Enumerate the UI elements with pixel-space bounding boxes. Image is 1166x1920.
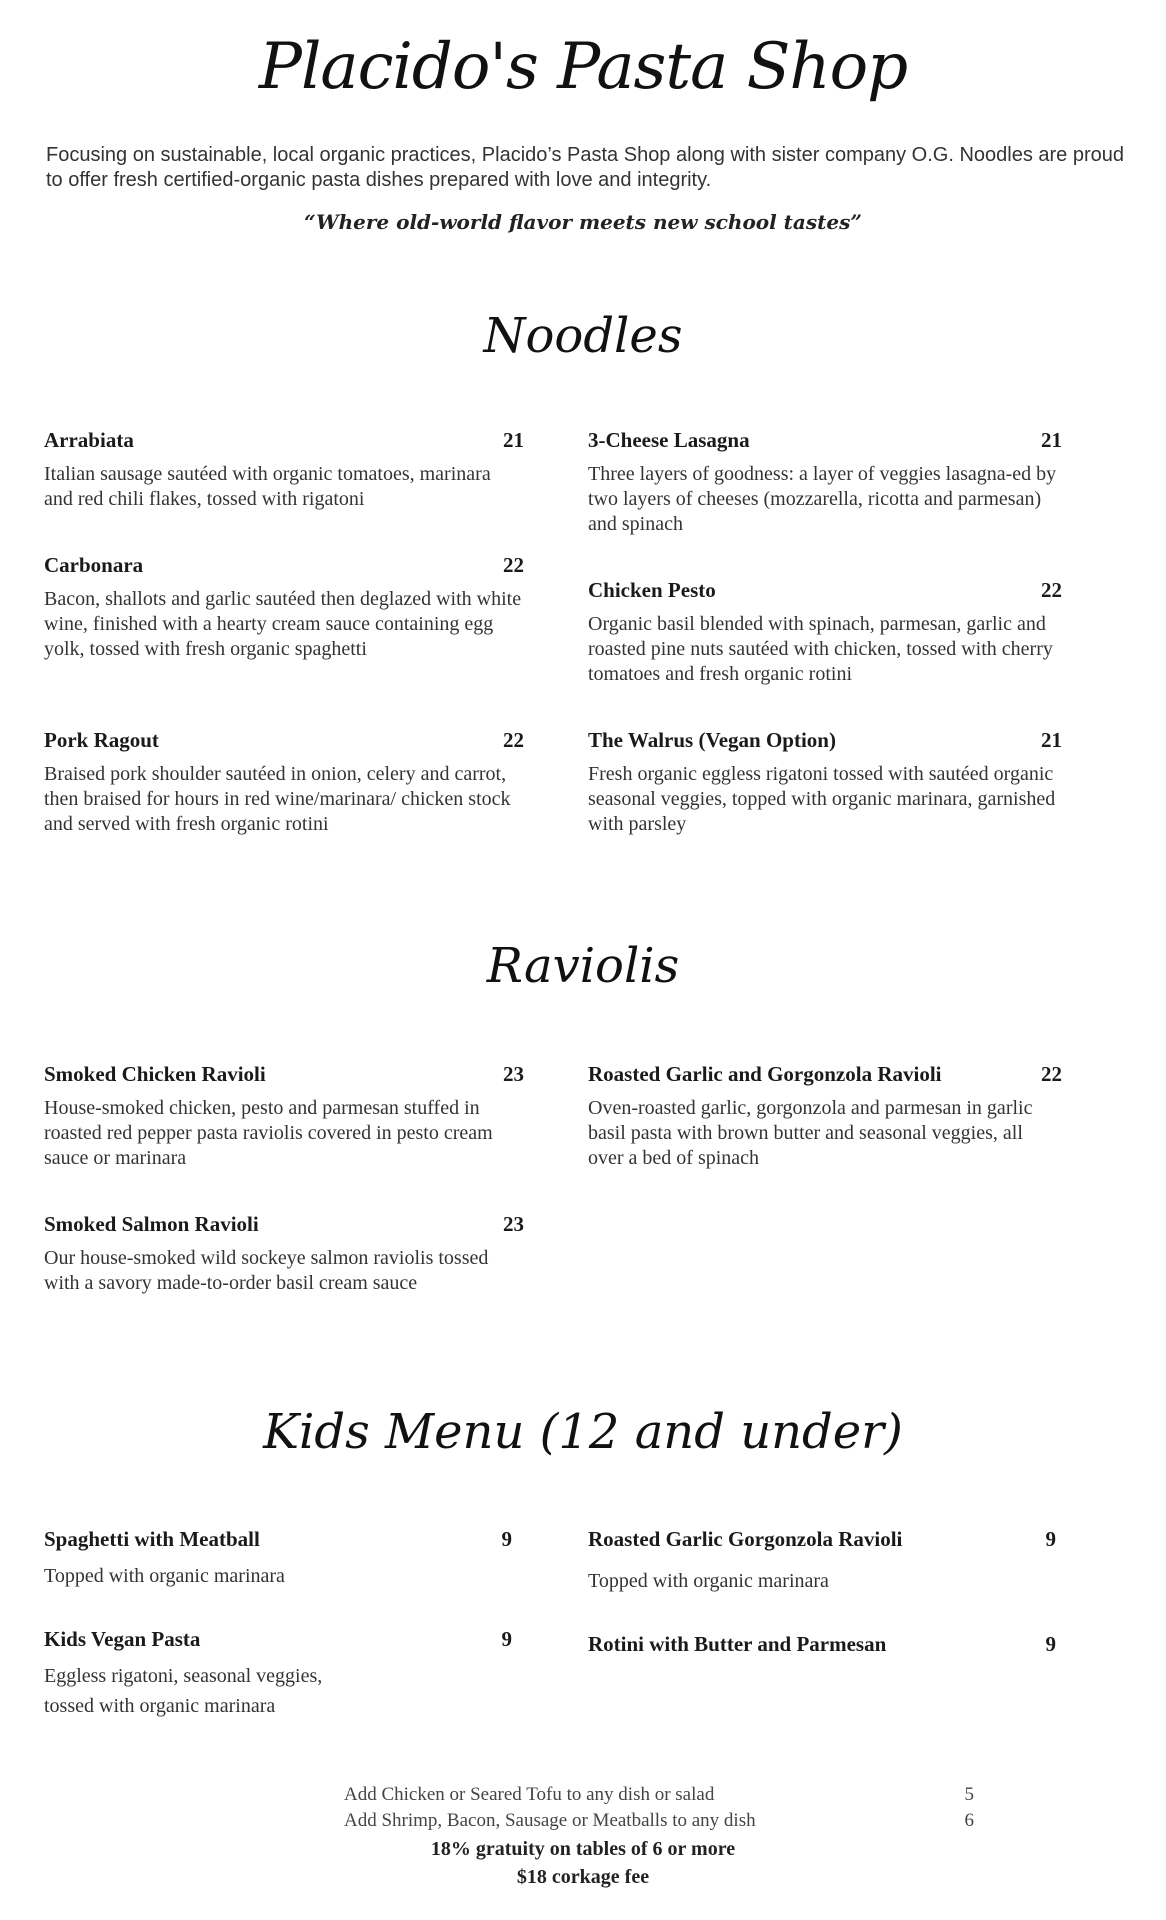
item-description: Eggless rigatoni, seasonal veggies, tossed with organic marinara	[44, 1665, 323, 1717]
item-description: Italian sausage sautéed with organic tomatoes, marinara and red chili flakes, tossed with rigatoni	[44, 463, 491, 510]
item-name: Spaghetti with Meatball	[44, 1527, 260, 1551]
menu-item	[588, 578, 1062, 687]
addon-line	[344, 1784, 974, 1806]
item-description: Braised pork shoulder sautéed in onion, celery and carrot, then braised for hours in red wine/marinara/ chicken stock and served with fresh organic rotini	[44, 763, 511, 835]
item-description: Topped with organic marinara	[588, 1570, 829, 1592]
restaurant-title: Placido's Pasta Shop	[258, 30, 908, 104]
item-price: 9	[1045, 1527, 1056, 1551]
menu-item	[44, 1627, 512, 1721]
item-description: Topped with organic marinara	[44, 1565, 285, 1587]
item-name: Roasted Garlic Gorgonzola Ravioli	[588, 1527, 903, 1551]
section-title-kids-menu: Kids Menu (12 and under)	[263, 1404, 903, 1460]
addon-text: Add Shrimp, Bacon, Sausage or Meatballs to any dish	[344, 1810, 756, 1831]
item-description: House-smoked chicken, pesto and parmesan stuffed in roasted red pepper pasta raviolis covered in pesto cream sauce or marinara	[44, 1097, 493, 1169]
addon-text: Add Chicken or Seared Tofu to any dish or salad	[344, 1784, 715, 1805]
item-description: Three layers of goodness: a layer of veggies lasagna-ed by two layers of cheeses (mozzarella, ricotta and parmesan) and spinach	[588, 463, 1057, 535]
item-price: 22	[1041, 578, 1062, 602]
item-description: Oven-roasted garlic, gorgonzola and parmesan in garlic basil pasta with brown butter and seasonal veggies, all over a bed of spinach	[588, 1097, 1033, 1169]
tagline: “Where old-world flavor meets new school tastes”	[304, 210, 862, 234]
menu-item	[588, 1527, 1056, 1596]
item-price: 23	[503, 1062, 524, 1086]
item-name: The Walrus (Vegan Option)	[588, 728, 836, 752]
item-description: Organic basil blended with spinach, parmesan, garlic and roasted pine nuts sautéed with chicken, tossed with cherry tomatoes and fresh organic rotini	[588, 613, 1053, 685]
item-name: Rotini with Butter and Parmesan	[588, 1632, 887, 1656]
item-name: Roasted Garlic and Gorgonzola Ravioli	[588, 1062, 942, 1086]
item-price: 21	[503, 428, 524, 452]
addon-line	[344, 1810, 974, 1832]
item-price: 22	[503, 728, 524, 752]
item-name: Smoked Chicken Ravioli	[44, 1062, 266, 1086]
menu-item	[44, 428, 524, 512]
item-price: 9	[501, 1627, 512, 1651]
item-price: 22	[1041, 1062, 1062, 1086]
addon-price: 5	[964, 1784, 974, 1805]
gratuity-note: 18% gratuity on tables of 6 or more	[430, 1838, 736, 1860]
menu-item	[588, 1632, 1056, 1657]
menu-item	[44, 1527, 512, 1591]
item-name: 3-Cheese Lasagna	[588, 428, 750, 452]
item-description: Bacon, shallots and garlic sautéed then deglazed with white wine, finished with a hearty cream sauce containing egg yolk, tossed with fresh organic spaghetti	[44, 588, 522, 660]
item-name: Arrabiata	[44, 428, 134, 452]
item-price: 21	[1041, 728, 1062, 752]
menu-item	[44, 1212, 524, 1296]
addon-price: 6	[964, 1810, 974, 1831]
section-title-noodles: Noodles	[483, 308, 683, 364]
intro-paragraph: Focusing on sustainable, local organic practices, Placido’s Pasta Shop along with sister company O.G. Noodles are proud to offer fresh certified-organic pasta dishes prepared with love and integrity.	[46, 144, 1124, 191]
item-name: Carbonara	[44, 553, 144, 577]
menu-item	[44, 728, 524, 837]
item-name: Chicken Pesto	[588, 578, 716, 602]
item-price: 21	[1041, 428, 1062, 452]
item-price: 9	[501, 1527, 512, 1551]
menu-item	[588, 428, 1062, 537]
menu-item	[44, 1062, 524, 1171]
menu-item	[588, 728, 1062, 837]
menu-item	[588, 1062, 1062, 1171]
corkage-note: $18 corkage fee	[516, 1866, 650, 1888]
item-name: Smoked Salmon Ravioli	[44, 1212, 259, 1236]
item-description: Fresh organic eggless rigatoni tossed with sautéed organic seasonal veggies, topped with organic marinara, garnished with parsley	[588, 763, 1056, 835]
item-name: Kids Vegan Pasta	[44, 1627, 201, 1651]
item-name: Pork Ragout	[44, 728, 159, 752]
item-description: Our house-smoked wild sockeye salmon raviolis tossed with a savory made-to-order basil cream sauce	[44, 1247, 489, 1294]
section-title-raviolis: Raviolis	[486, 938, 680, 994]
item-price: 9	[1045, 1632, 1056, 1656]
menu-item	[44, 553, 524, 662]
item-price: 23	[503, 1212, 524, 1236]
item-price: 22	[503, 553, 524, 577]
